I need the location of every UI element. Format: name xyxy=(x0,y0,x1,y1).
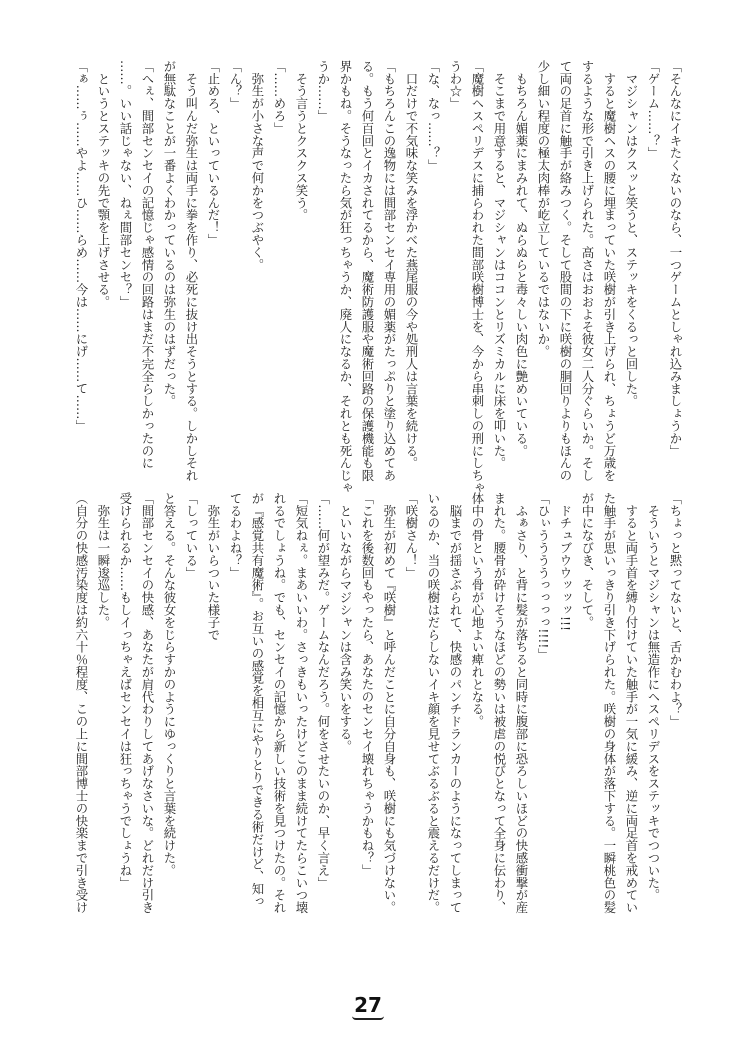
text-line: （自分の快感汚染度は約六十％程度、この上に間部博士の快楽まで引き受け xyxy=(74,492,89,914)
text-line: 「そんなにイキたくないのなら、一つゲームとしゃれ込みましょうか」 xyxy=(668,60,683,457)
text-line: ……。いい話じゃない、ねぇ間部センセ？」 xyxy=(118,60,133,308)
text-line: 「……めろ」 xyxy=(272,60,287,135)
text-line: 「ゲーム……？」 xyxy=(646,60,661,160)
text-line: 脳までが揺さぶられて、快感のパンチドランカーのようになってしまって xyxy=(448,492,463,914)
text-line: 弥生は一瞬逡巡した。 xyxy=(96,492,111,629)
text-line: 「へぇ、間部センセイの記憶じゃ感情の回路はまだ不完全らしかったのに xyxy=(140,60,155,470)
text-line: すると両手首を縛り付けていた触手が一気に緩み、逆に両足首を戒めてい xyxy=(624,492,639,914)
text-line: そう言うとクスクス笑う。 xyxy=(294,60,309,222)
text-line: 「咲樹さん！」 xyxy=(404,492,419,579)
text-block-bottom xyxy=(70,492,686,962)
text-line: 「短気ねぇ。まあいいわ。さっきもいったけどこのまま続けてたらこいつ壊 xyxy=(294,492,309,914)
text-line: ドチュブウウッッッ!!! xyxy=(558,492,573,631)
text-line: いるのか、当の咲樹はだらしないイキ顔を見せてぶるぶると震えるだけだ。 xyxy=(426,492,441,914)
text-line: 体中の骨という骨が心地よい痺れとなる。 xyxy=(470,492,485,728)
text-line: うわ☆」 xyxy=(448,60,463,110)
text-line: 「ちょっと黙ってないと、舌かむわよ？」 xyxy=(668,492,683,728)
text-line: 「ん？」 xyxy=(228,60,243,110)
page-number: 27 xyxy=(352,992,384,1020)
text-line: る。もう何百回とイカされてるから、魔術防護服や魔術回路の保護機能も限 xyxy=(360,60,375,482)
text-line: 「間部センセイの快感、あなたが肩代わりしてあげなさいな。どれだけ引き xyxy=(140,492,155,914)
text-line: が『感覚共有魔術』。お互いの感覚を相互にやりとりできる術だけど、知っ xyxy=(250,492,265,908)
text-line: が無駄なことが一番よくわかっているのは弥生のはずだった。 xyxy=(162,60,177,408)
text-line: うか……」 xyxy=(316,60,331,122)
text-line: 「な、なっ……？」 xyxy=(426,60,441,172)
text-line: まれた。腰骨が砕けそうなほどの勢いは被虐の悦びとなって全身に伝わり、 xyxy=(492,492,507,914)
text-line: 「魔樹ヘスペリデスに捕らわれた間部咲樹博士を、今から串刺しの刑にしちゃ xyxy=(470,60,485,494)
text-line: 界かもね。そうなったら気が狂っちゃうか、廃人になるか、それとも死んじゃ xyxy=(338,60,353,494)
text-line: 「……何が望みだ。ゲームなんだろう。何をさせたいのか、早く言え」 xyxy=(316,492,331,889)
text-line: 「これを後数回もやったら、あなたのセンセイ壊れちゃうかもね？」 xyxy=(360,492,375,877)
text-line: 「しっている」 xyxy=(184,492,199,579)
text-line: 「止めろ、といっているんだ！」 xyxy=(206,60,221,246)
text-line: 弥生が小さな声で何かをつぶやく。 xyxy=(250,60,265,271)
text-line: 弥生がいらついた様子で xyxy=(206,492,221,641)
text-line: 弥生が初めて『咲樹』と呼んだことに自分自身も、咲樹にも気づけない。 xyxy=(382,492,397,914)
text-line: 「もちろんこの逸物には間部センセイ専用の媚薬がたっぷりと塗り込めてあ xyxy=(382,60,397,482)
text-line: もちろん媚薬にまみれて、ぬらぬらと毒々しい肉色に艶めいている。 xyxy=(514,60,529,457)
text-line: するような形で引き上げられた。高さはおおよそ彼女二人分ぐらいか。そし xyxy=(580,60,595,482)
text-line: そう叫んだ弥生は両手に拳を作り、必死に抜け出そうとする。しかしそれ xyxy=(184,60,199,482)
text-line: ふぁさり、と背に髪が落ちると同時に腹部に恐ろしいほどの快感衝撃が産 xyxy=(514,492,529,914)
text-line: 少し細い程度の極太肉棒が屹立しているではないか。 xyxy=(536,60,551,358)
text-line: れるでしょうね。でも、センセイの記憶から新しい技術を見つけたの。それ xyxy=(272,492,287,914)
text-line: といいながらマジシャンは含み笑いをする。 xyxy=(338,492,353,753)
text-line: 「ひぃううううっっっっ!!!!」 xyxy=(536,492,551,661)
text-line: た触手が思いっきり引き下げられた。咲樹の身体が落下する。一瞬桃色の髪 xyxy=(602,492,617,914)
text-line: てるわよね？」 xyxy=(228,492,243,579)
text-line: が中になびき、そして。 xyxy=(580,492,595,629)
text-line: 口だけで不気味な笑みを浮かべた燕尾服の今や処刑人は言葉を続ける。 xyxy=(404,60,419,470)
text-line: 受けられるか……もしイっちゃえばセンセイは狂っちゃうでしょうね」 xyxy=(118,492,133,889)
text-line: そこまで用意すると、マジシャンはココンとリズミカルに床を叩いた。 xyxy=(492,60,507,470)
text-line: マジシャンはクスッと笑うと、ステッキをくるっと回した。 xyxy=(624,60,639,408)
text-line: 「ぁ……ぅ……やよ……ひ……らめ……今は……にげ……て……」 xyxy=(74,60,89,432)
text-line: て両の足首に触手が絡みつく。そして股間の下に咲樹の胴回りよりもほんの xyxy=(558,60,573,482)
text-block-top xyxy=(70,60,686,494)
text-line: すると魔樹ヘスの腰に埋まっていた咲樹が引き上げられ、ちょうど万歳を xyxy=(602,60,617,482)
text-line: そういうとマジシャンは無造作にヘスペリデスをステッキでつついた。 xyxy=(646,492,661,902)
text-line: というとステッキの先で顎を上げさせる。 xyxy=(96,60,111,308)
text-line: と答える。そんな彼女をじらすかのようにゆっくりと言葉を続けた。 xyxy=(162,492,177,877)
